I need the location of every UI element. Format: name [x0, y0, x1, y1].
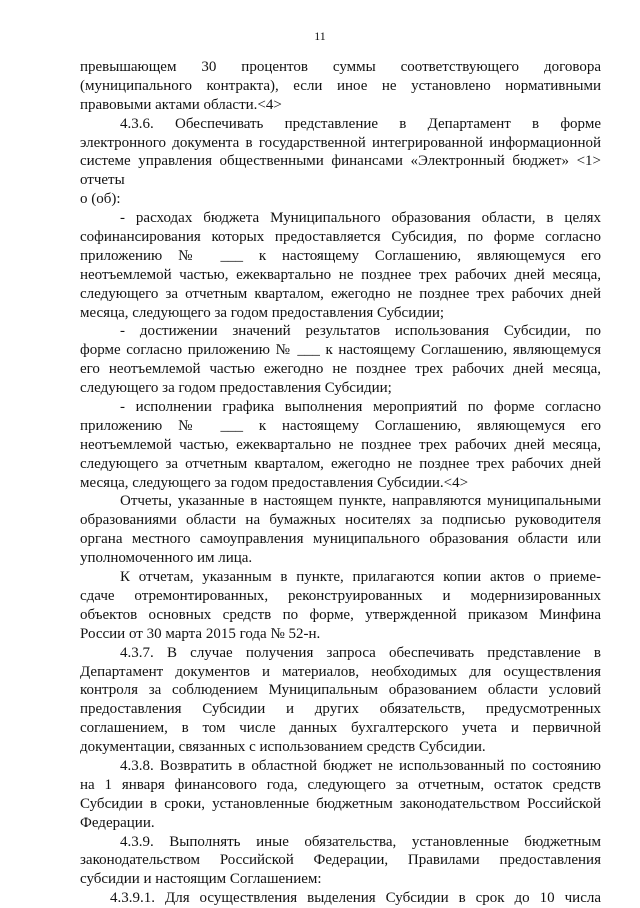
- text-line: месяца, следующего за годом предоставления Субсидии;: [80, 304, 445, 321]
- text-line: электронного документа в государственной интегрированной информационной: [80, 134, 601, 151]
- text-line: приложению № ___ к настоящему Соглашению, являющемуся его: [80, 417, 601, 434]
- text-line: сдаче отремонтированных, реконструированных и модернизированных: [80, 587, 601, 604]
- text-line: Федерации.: [80, 814, 155, 831]
- text-line: Отчеты, указанные в настоящем пункте, направляются муниципальными: [120, 493, 601, 510]
- text-line: документации, связанных с использованием средств Субсидии.: [80, 739, 486, 756]
- text-line: 4.3.8. Возвратить в областной бюджет не использованный по состоянию: [120, 757, 601, 774]
- text-line: следующего за отчетным кварталом, ежегодно не позднее трех рабочих дней: [80, 455, 601, 472]
- text-line: объектов основных средств по форме, утвержденной приказом Минфина: [80, 606, 601, 623]
- text-line: превышающем 30 процентов суммы соответствующего договора: [80, 59, 601, 75]
- text-line: Департамент документов и материалов, необходимых для осуществления: [80, 663, 601, 680]
- text-line: 4.3.7. В случае получения запроса обеспечивать представление в: [120, 644, 601, 661]
- text-line: отчеты: [80, 172, 125, 189]
- text-line: неотъемлемой частью, ежеквартально не позднее трех рабочих дней месяца,: [80, 266, 601, 283]
- text-line: о (об):: [80, 191, 121, 208]
- text-line: его неотъемлемой частью ежегодно не позднее трех рабочих дней месяца,: [80, 361, 601, 378]
- text-line: законодательством Российской Федерации, Правилами предоставления: [80, 852, 601, 869]
- text-line: - достижении значений результатов использования Субсидии, по: [120, 323, 601, 340]
- text-line: К отчетам, указанным в пункте, прилагаются копии актов о приеме-: [120, 569, 601, 586]
- text-line: уполномоченного им лица.: [80, 550, 253, 567]
- document-body: [80, 58, 601, 908]
- text-line: Субсидии в сроки, установленные бюджетным законодательством Российской: [80, 795, 601, 812]
- text-line: правовыми актами области.<4>: [80, 96, 282, 113]
- text-line: контроля за соблюдением Муниципальным образованием области условий: [80, 682, 601, 699]
- text-line: софинансирования которых предоставляется Субсидия, по форме согласно: [80, 229, 601, 246]
- text-line: - расходах бюджета Муниципального образования области, в целях: [120, 210, 601, 227]
- text-line: предоставления Субсидии и других обязательств, предусмотренных: [80, 701, 601, 718]
- text-line: форме согласно приложению № ___ к настоящему Соглашению, являющемуся: [80, 342, 601, 359]
- text-line: приложению № ___ к настоящему Соглашению, являющемуся его: [80, 247, 601, 264]
- text-line: неотъемлемой частью, ежеквартально не позднее трех рабочих дней месяца,: [80, 436, 601, 453]
- text-line: 4.3.9. Выполнять иные обязательства, установленные бюджетным: [120, 833, 601, 850]
- text-line: следующего за годом предоставления Субсидии;: [80, 380, 392, 397]
- text-line: образованиями области на бумажных носителях за подписью руководителя: [80, 512, 601, 529]
- text-line: соглашением, в том числе данных бухгалтерского учета и первичной: [80, 720, 601, 737]
- text-line: органа местного самоуправления муниципального образования области или: [80, 531, 601, 548]
- text-line: системе управления общественными финансами «Электронный бюджет» <1>: [80, 153, 601, 170]
- text-line: России от 30 марта 2015 года № 52-н.: [80, 625, 321, 642]
- text-line: месяца, следующего за годом предоставления Субсидии.<4>: [80, 474, 469, 491]
- text-line: на 1 января финансового года, следующего за отчетным, остаток средств: [80, 776, 601, 793]
- text-line: - исполнении графика выполнения мероприятий по форме согласно: [120, 399, 601, 416]
- text-line: 4.3.6. Обеспечивать представление в Департамент в форме: [120, 115, 601, 132]
- text-line: следующего за отчетным кварталом, ежегодно не позднее трех рабочих дней: [80, 285, 601, 302]
- text-line: субсидии и настоящим Соглашением:: [80, 871, 322, 888]
- page-number: 11: [314, 29, 326, 43]
- text-line: (муниципального контракта), если иное не установлено нормативными: [80, 77, 601, 94]
- text-line: 4.3.9.1. Для осуществления выделения Субсидии в срок до 10 числа: [110, 890, 601, 907]
